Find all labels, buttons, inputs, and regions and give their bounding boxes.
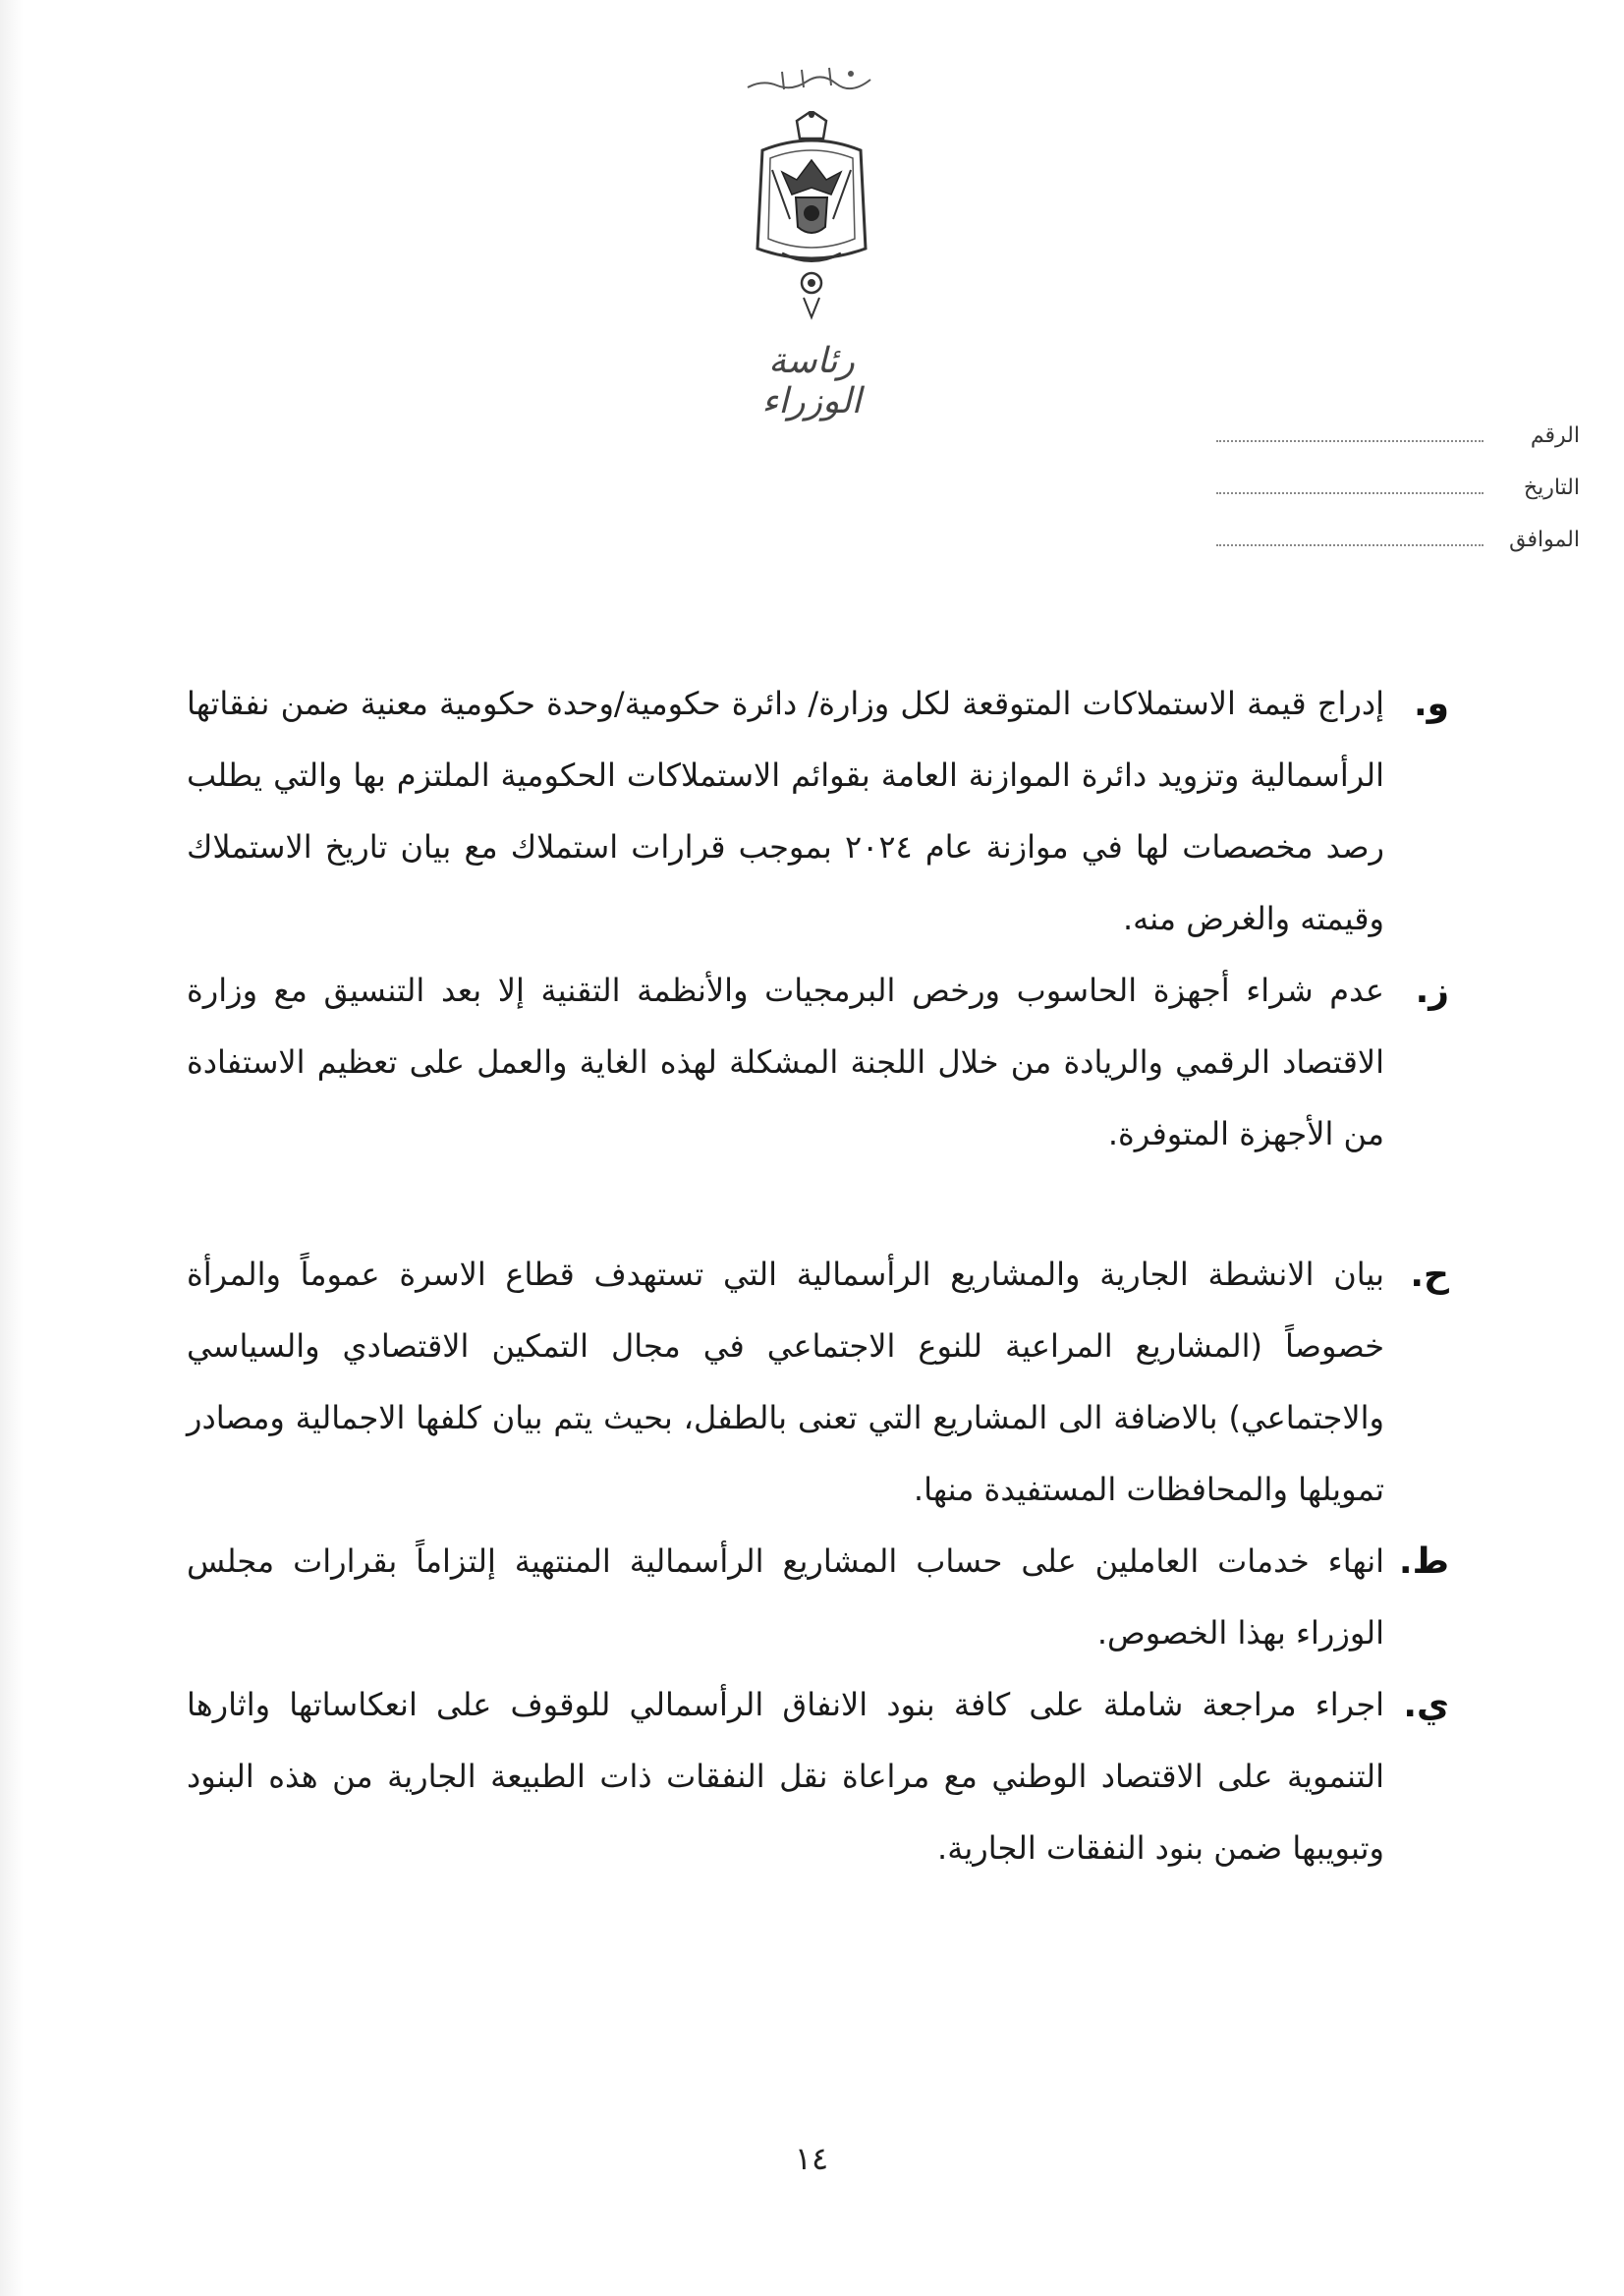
ref-row-number xyxy=(1216,422,1580,475)
clause-text: اجراء مراجعة شاملة على كافة بنود الانفاق الرأسمالي للوقوف على انعكاساتها واثارها التنموية على الاقتصاد الوطني مع مراعاة نقل النفقات ذات الطبيعة الجارية من هذه البنود وتبويبها ضمن بنود النفقات الجارية. xyxy=(187,1686,1384,1867)
clause-text: عدم شراء أجهزة الحاسوب ورخص البرمجيات والأنظمة التقنية إلا بعد التنسيق مع وزارة الاقتصاد الرقمي والريادة من خلال اللجنة المشكلة لهذه الغاية والعمل على تعظيم الاستفادة من الأجهزة المتوفرة. xyxy=(187,972,1384,1152)
clauses-list xyxy=(187,668,1449,1884)
ref-dots-date xyxy=(1216,475,1484,494)
ref-label-corresponding: الموافق xyxy=(1509,528,1580,552)
ref-label-date: التاريخ xyxy=(1523,476,1580,500)
ministry-name: رئاسة الوزراء xyxy=(761,341,862,421)
letterhead xyxy=(713,54,910,421)
jordan-coat-of-arms-icon xyxy=(753,111,870,327)
ref-dots-number xyxy=(1216,422,1484,442)
clause-taa xyxy=(187,1526,1449,1669)
ref-dots-corresponding xyxy=(1216,527,1484,546)
ref-row-corresponding xyxy=(1216,527,1580,579)
clause-text: انهاء خدمات العاملين على حساب المشاريع الرأسمالية المنتهية إلتزاماً بقرارات مجلس الوزراء بهذا الخصوص. xyxy=(187,1542,1384,1652)
clause-letter: ي. xyxy=(1403,1685,1449,1725)
basmala-calligraphy xyxy=(743,62,880,97)
section-gap xyxy=(187,1170,1449,1239)
clause-text: إدراج قيمة الاستملاكات المتوقعة لكل وزارة/ دائرة حكومية/وحدة حكومية معنية ضمن نفقاتها الرأسمالية وتزويد دائرة الموازنة العامة بقوائم الاستملاكات الحكومية الملتزم بها والتي يطلب رصد مخصصات لها في موازنة عام ٢٠٢٤ بموجب قرارات استملاك مع بيان تاريخ الاستملاك وقيمته والغرض منه. xyxy=(187,685,1385,937)
clause-letter: ط. xyxy=(1398,1541,1449,1582)
clause-zay xyxy=(187,955,1449,1170)
clause-yaa xyxy=(187,1669,1449,1884)
page-edge xyxy=(0,0,24,2296)
clause-letter: ح. xyxy=(1410,1255,1449,1295)
clause-text: بيان الانشطة الجارية والمشاريع الرأسمالية التي تستهدف قطاع الاسرة عموماً والمرأة خصوصاً (المشاريع المراعية للنوع الاجتماعي في مجال التمكين الاقتصادي والسياسي والاجتماعي) بالاضافة الى المشاريع التي تعنى بالطفل، بحيث يتم بيان كلفها الاجمالية ومصادر تمويلها والمحافظات المستفيدة منها. xyxy=(187,1256,1384,1508)
clause-haa xyxy=(187,1239,1449,1526)
clause-letter: ز. xyxy=(1415,971,1449,1011)
page-number: ١٤ xyxy=(794,2140,829,2177)
clause-letter: و. xyxy=(1413,684,1449,724)
ref-label-number: الرقم xyxy=(1530,423,1580,448)
ref-row-date xyxy=(1216,475,1580,527)
reference-fields xyxy=(1216,422,1580,579)
clause-waw xyxy=(187,668,1449,955)
